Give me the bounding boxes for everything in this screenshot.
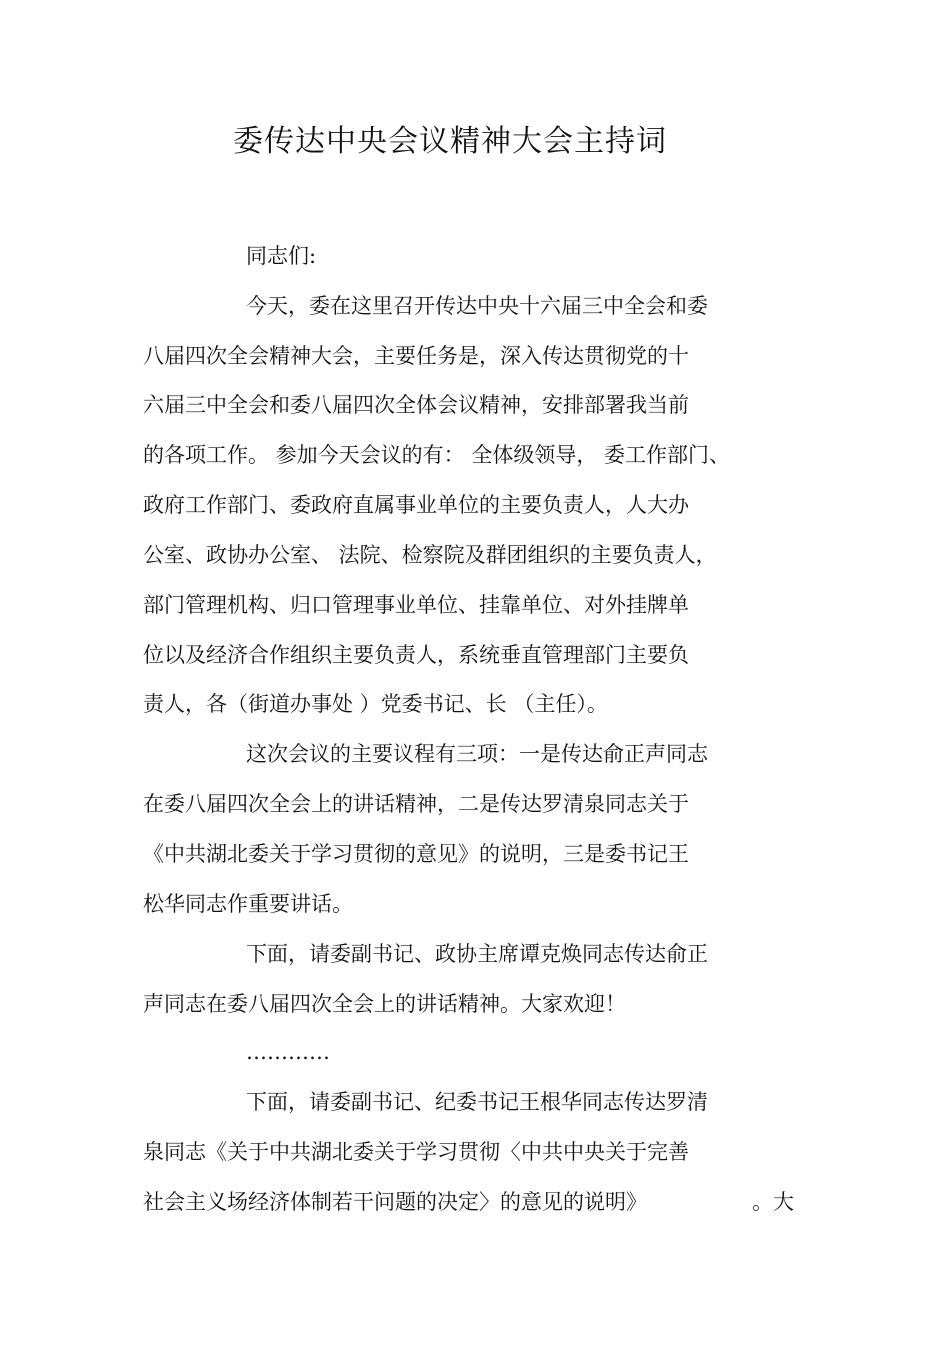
salutation: 同志们: — [246, 244, 317, 268]
paragraph-1-line-9: 责人，各（街道办事处 ）党委书记、长 （主任）。 — [143, 692, 608, 716]
paragraph-1-line-4: 的各项工作。 参加今天会议的有： 全体级领导， 委工作部门、 — [143, 443, 731, 467]
paragraph-1-line-6: 公室、政协办公室、 法院、检察院及群团组织的主要负责人， — [143, 543, 717, 567]
paragraph-4-line-1: 下面，请委副书记、纪委书记王根华同志传达罗清 — [246, 1090, 708, 1114]
paragraph-4-line-3-tail: 。大 — [752, 1190, 794, 1214]
paragraph-2-line-3: 《中共湖北委关于学习贯彻的意见》的说明，三是委书记王 — [143, 842, 689, 866]
paragraph-1-line-8: 位以及经济合作组织主要负责人，系统垂直管理部门主要负 — [143, 643, 689, 667]
document-title: 委传达中央会议精神大会主持词 — [233, 124, 667, 159]
paragraph-2-line-1: 这次会议的主要议程有三项：一是传达俞正声同志 — [246, 742, 708, 766]
ellipsis-line: ………… — [246, 1040, 330, 1064]
paragraph-1-line-3: 六届三中全会和委八届四次全体会议精神，安排部署我当前 — [143, 393, 689, 417]
paragraph-2-line-2: 在委八届四次全会上的讲话精神，二是传达罗清泉同志关于 — [143, 792, 689, 816]
paragraph-1-line-1: 今天，委在这里召开传达中央十六届三中全会和委 — [246, 294, 708, 318]
paragraph-2-line-4: 松华同志作重要讲话。 — [143, 892, 353, 916]
paragraph-3-line-1: 下面，请委副书记、政协主席谭克焕同志传达俞正 — [246, 942, 708, 966]
paragraph-1-line-7: 部门管理机构、归口管理事业单位、挂靠单位、对外挂牌单 — [143, 593, 689, 617]
paragraph-3-line-2: 声同志在委八届四次全会上的讲话精神。大家欢迎！ — [143, 992, 626, 1016]
paragraph-1-line-2: 八届四次全会精神大会，主要任务是，深入传达贯彻党的十 — [143, 344, 689, 368]
paragraph-1-line-5: 政府工作部门、委政府直属事业单位的主要负责人，人大办 — [143, 493, 689, 517]
paragraph-4-line-3: 社会主义场经济体制若干问题的决定〉的意见的说明》 — [143, 1190, 647, 1214]
paragraph-4-line-2: 泉同志《关于中共湖北委关于学习贯彻〈中共中央关于完善 — [143, 1140, 689, 1164]
